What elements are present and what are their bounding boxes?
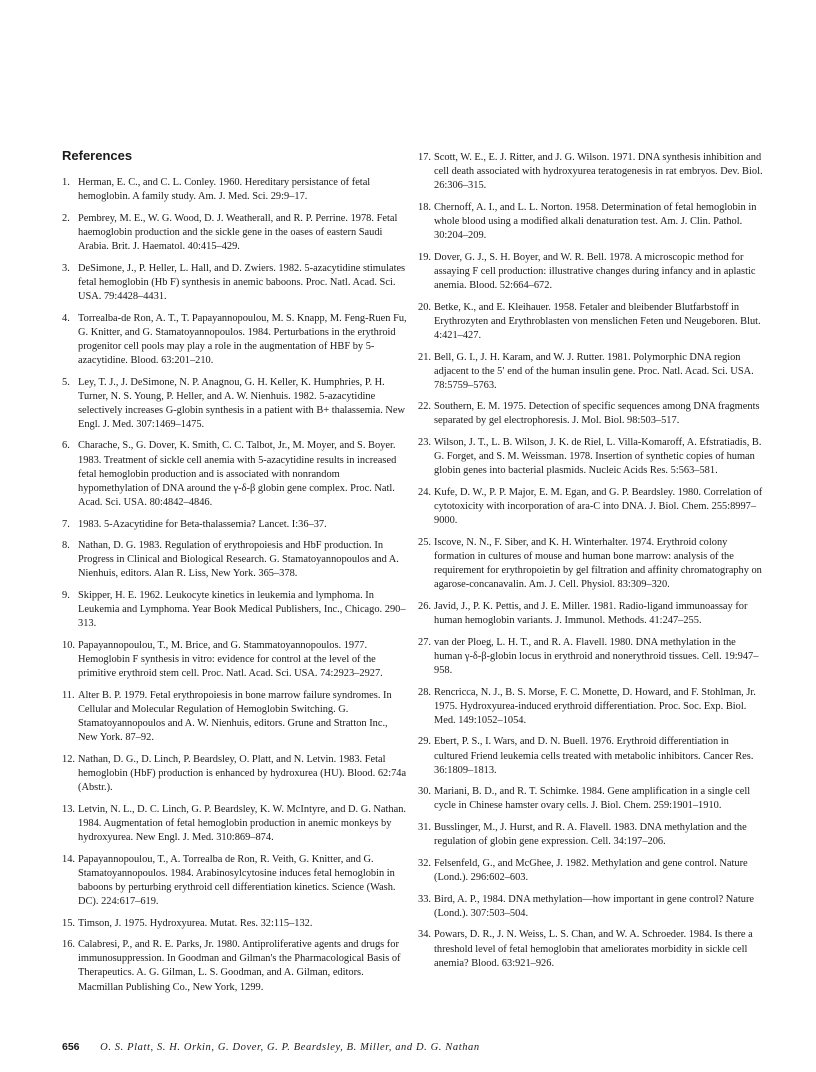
reference-item [62,518,408,532]
reference-text: Letvin, N. L., D. C. Linch, G. P. Beardsley, K. W. McIntyre, and D. G. Nathan. 1984. Augmentation of fetal hemoglobin production in anemic monkeys by hydroxyurea. New Engl. J. Med. 310:869–874. [78,803,407,843]
reference-text: Ebert, P. S., I. Wars, and D. N. Buell. 1976. Erythroid differentiation in cultured Friend leukemia cells treated with metabolic inhibitors. Cancer Res. 36:1809–1813. [434,736,754,776]
page-footer [62,1041,480,1053]
reference-number: 20. [418,301,431,313]
reference-text: Iscove, N. N., F. Siber, and K. H. Winterhalter. 1974. Erythroid colony formation in cultures of mouse and human bone marrow: analysis of the requirement for erythropoietin by gel filtration and affinity chromatography on agarose-concanavalin. Am. J. Cell. Physiol. 83:309–320. [434,536,762,591]
reference-number: 3. [62,262,70,274]
reference-text: Kufe, D. W., P. P. Major, E. M. Egan, and G. P. Beardsley. 1980. Correlation of cytotoxicity with incorporation of ara-C into DNA. J. Biol. Chem. 255:8997–9000. [434,487,763,527]
reference-text: Pembrey, M. E., W. G. Wood, D. J. Weatherall, and R. P. Perrine. 1978. Fetal haemoglobin production and the sickle gene in the oases of eastern Saudi Arabia. Brit. J. Haematol. 40:415–429. [78,212,398,252]
reference-number: 1. [62,177,70,188]
reference-item [62,376,408,432]
references-column-left [62,176,408,1002]
reference-text: 1983. 5-Azacytidine for Beta-thalassemia? Lancet. I:36–37. [78,518,327,530]
reference-number: 25. [418,536,431,548]
reference-item [62,589,408,631]
reference-number: 9. [62,590,70,602]
reference-number: 16. [62,939,75,951]
reference-number: 19. [418,251,431,263]
reference-text: Papayannopoulou, T., A. Torrealba de Ron, R. Veith, G. Knitter, and G. Stamatoyannopoulos. 1984. Arabinosylcytosine induces fetal hemoglobin in baboons by perturbing erythroid cell differentiation kinetics. Science (Wash. DC). 224:617–619. [78,853,396,907]
reference-text: Bird, A. P., 1984. DNA methylation—how important in gene control? Nature (Lond.). 307:503–504. [434,893,755,919]
reference-number: 6. [62,440,70,452]
reference-text: van der Ploeg, L. H. T., and R. A. Flavell. 1980. DNA methylation in the human γ-δ-β-globin locus in erythroid and nonerythroid tissues. Cell. 19:947–958. [434,636,759,676]
reference-number: 32. [418,857,431,869]
reference-text: Powars, D. R., J. N. Weiss, L. S. Chan, and W. A. Schroeder. 1984. Is there a threshold level of fetal hemoglobin that ameliorates morbidity in sickle cell anemia? Blood. 63:921–926. [434,929,753,969]
reference-item [418,536,764,592]
reference-number: 29. [418,736,431,748]
reference-item [62,212,408,254]
reference-number: 22. [418,401,431,413]
reference-text: Southern, E. M. 1975. Detection of specific sequences among DNA fragments separated by gel electrophoresis. J. Mol. Biol. 98:503–517. [434,401,760,427]
reference-item [418,785,764,813]
reference-item [62,439,408,509]
reference-item [62,312,408,368]
reference-item [418,893,764,921]
reference-item [62,176,408,204]
reference-number: 28. [418,686,431,698]
reference-text: Wilson, J. T., L. B. Wilson, J. K. de Riel, L. Villa-Komaroff, A. Efstratiadis, B. G. Forget, and S. M. Weissman. 1978. Insertion of synthetic copies of human globin genes into bacterial plasmids. Nucleic Acids Res. 5:563–581. [434,437,762,477]
reference-number: 5. [62,376,70,388]
reference-text: Papayannopoulou, T., M. Brice, and G. Stammatoyannopoulos. 1977. Hemoglobin F synthesis in vitro: evidence for control at the level of the primitive erythroid stem cell. Proc. Natl. Acad. Sci. USA. 74:2923–2927. [78,639,383,680]
reference-text: Javid, J., P. K. Pettis, and J. E. Miller. 1981. Radio-ligand immunoassay for human hemoglobin variants. J. Immunol. Methods. 41:247–255. [434,600,748,626]
reference-text: Felsenfeld, G., and McGhee, J. 1982. Methylation and gene control. Nature (Lond.). 296:602–603. [434,857,748,883]
reference-item [418,686,764,728]
page-number: 656 [62,1041,80,1053]
reference-number: 33. [418,893,431,905]
reference-item [418,201,764,243]
reference-item [418,400,764,428]
running-authors: O. S. Platt, S. H. Orkin, G. Dover, G. P. Beardsley, B. Miller, and D. G. Nathan [100,1042,480,1053]
reference-number: 18. [418,201,431,213]
reference-text: Calabresi, P., and R. E. Parks, Jr. 1980. Antiproliferative agents and drugs for immunosuppression. In Goodman and Gilman's the Pharmacological Basis of Therapeutics. A. G. Gilman, L. S. Goodman, and A. Gilman, editors. Macmillan Publishing Co., New York, 1299. [78,939,401,993]
reference-number: 10. [62,639,75,651]
reference-item [418,636,764,678]
reference-item [62,639,408,681]
reference-number: 4. [62,312,70,324]
reference-number: 30. [418,786,431,798]
reference-number: 2. [62,212,70,224]
reference-item [418,351,764,393]
reference-item [62,539,408,581]
reference-text: Nathan, D. G., D. Linch, P. Beardsley, O. Platt, and N. Letvin. 1983. Fetal hemoglobin (HbF) production is enhanced by hydroxurea (HU). Blood. 62:74a (Abstr.). [78,753,407,793]
reference-text: Torrealba-de Ron, A. T., T. Papayannopoulou, M. S. Knapp, M. Feng-Ruen Fu, G. Knitter, and G. Stamatoyannopoulos. 1984. Perturbations in the erythroid progenitor cell pools may play a role in the augmentation of HBF by 5-azacytidine. Blood. 63:201–210. [78,312,407,366]
reference-item [418,151,764,193]
reference-item [418,735,764,777]
reference-text: Busslinger, M., J. Hurst, and R. A. Flavell. 1983. DNA methylation and the regulation of globin gene expression. Cell. 34:197–206. [434,822,747,848]
reference-text: Nathan, D. G. 1983. Regulation of erythropoiesis and HbF production. In Progress in Clinical and Biological Research. G. Stamatoyannopoulos and A. Nienhuis, editors. Alan R. Liss, New York. 365–378. [78,540,399,580]
reference-number: 11. [62,689,75,701]
reference-item [62,753,408,795]
reference-text: Alter B. P. 1979. Fetal erythropoiesis in bone marrow failure syndromes. In Cellular and Molecular Regulation of Hemoglobin Switching. G. Stamatoyannopoulos and A. W. Nienhuis, editors. Grune and Stratton Inc., New York. 87–92. [78,689,392,744]
reference-text: Betke, K., and E. Kleihauer. 1958. Fetaler and bleibender Blutfarbstoff in Erythrozyten and Erythroblasten von menslichen Feten und Neugeboren. Blut. 4:421–427. [434,301,761,341]
reference-number: 34. [418,929,431,941]
references-column-right [418,151,764,978]
reference-item [62,938,408,994]
reference-item [418,600,764,628]
reference-text: Chernoff, A. I., and L. L. Norton. 1958. Determination of fetal hemoglobin in whole blood using a modified alkali denaturation test. Am. J. Clin. Pathol. 30:204–209. [434,201,757,242]
reference-text: Skipper, H. E. 1962. Leukocyte kinetics in leukemia and lymphoma. In Leukemia and Lymphoma. Year Book Medical Publishers, Inc., Chicago. 290–313. [78,590,406,630]
reference-item [418,301,764,343]
reference-item [62,917,408,931]
reference-item [418,928,764,970]
reference-item [418,857,764,885]
reference-number: 7. [62,518,70,530]
reference-item [62,262,408,304]
reference-number: 21. [418,351,431,363]
reference-item [418,486,764,528]
reference-text: Rencricca, N. J., B. S. Morse, F. C. Monette, D. Howard, and F. Stohlman, Jr. 1975. Hydroxyurea-induced erythroid differentiation. Proc. Soc. Exp. Biol. Med. 149:1052–1054. [434,686,756,726]
reference-number: 14. [62,853,75,865]
reference-item [62,803,408,845]
reference-text: Scott, W. E., E. J. Ritter, and J. G. Wilson. 1971. DNA synthesis inhibition and cell death associated with hydroxyurea teratogenesis in rat embryos. Dev. Biol. 26:306–315. [434,152,763,192]
reference-text: Bell, G. I., J. H. Karam, and W. J. Rutter. 1981. Polymorphic DNA region adjacent to the 5′ end of the human insulin gene. Proc. Natl. Acad. Sci. USA. 78:5759–5763. [434,351,754,391]
reference-number: 15. [62,917,75,929]
reference-number: 31. [418,822,431,834]
reference-item [418,436,764,478]
reference-number: 26. [418,600,431,612]
reference-item [418,821,764,849]
reference-text: Timson, J. 1975. Hydroxyurea. Mutat. Res. 32:115–132. [78,917,313,929]
reference-number: 8. [62,540,70,552]
reference-number: 17. [418,152,431,163]
reference-number: 13. [62,803,75,815]
references-heading: References [62,148,133,163]
reference-item [62,689,408,745]
reference-text: DeSimone, J., P. Heller, L. Hall, and D. Zwiers. 1982. 5-azacytidine stimulates fetal hemoglobin (Hb F) synthesis in anemic baboons. Proc. Natl. Acad. Sci. USA. 79:4428–4431. [78,262,406,302]
reference-text: Dover, G. J., S. H. Boyer, and W. R. Bell. 1978. A microscopic method for assaying F cell production: illustrative changes during infancy and in aplastic anemia. Blood. 52:664–672. [434,251,756,291]
reference-number: 24. [418,487,431,499]
reference-item [418,251,764,293]
reference-number: 27. [418,636,431,648]
reference-number: 12. [62,753,75,765]
reference-text: Ley, T. J., J. DeSimone, N. P. Anagnou, G. H. Keller, K. Humphries, P. H. Turner, N. S. Young, P. Heller, and A. W. Nienhuis. 1982. 5-azacytidine selectively increases G-globin synthesis in a patient with B+ thalassemia. New Engl. J. Med. 307:1469–1475. [78,376,406,430]
reference-text: Mariani, B. D., and R. T. Schimke. 1984. Gene amplification in a single cell cycle in Chinese hamster ovary cells. J. Biol. Chem. 259:1901–1910. [434,786,751,812]
reference-item [62,853,408,909]
reference-number: 23. [418,437,431,449]
reference-text: Charache, S., G. Dover, K. Smith, C. C. Talbot, Jr., M. Moyer, and S. Boyer. 1983. Treatment of sickle cell anemia with 5-azacytidine results in increased fetal hemoglobin production and is associated with nonrandom hypomethylation of DNA around the γ-δ-β globin gene complex. Proc. Natl. Acad. Sci. USA. 80:4842–4846. [78,440,397,508]
reference-text: Herman, E. C., and C. L. Conley. 1960. Hereditary persistance of fetal hemoglobin. A family study. Am. J. Med. Sci. 29:9–17. [78,177,371,203]
